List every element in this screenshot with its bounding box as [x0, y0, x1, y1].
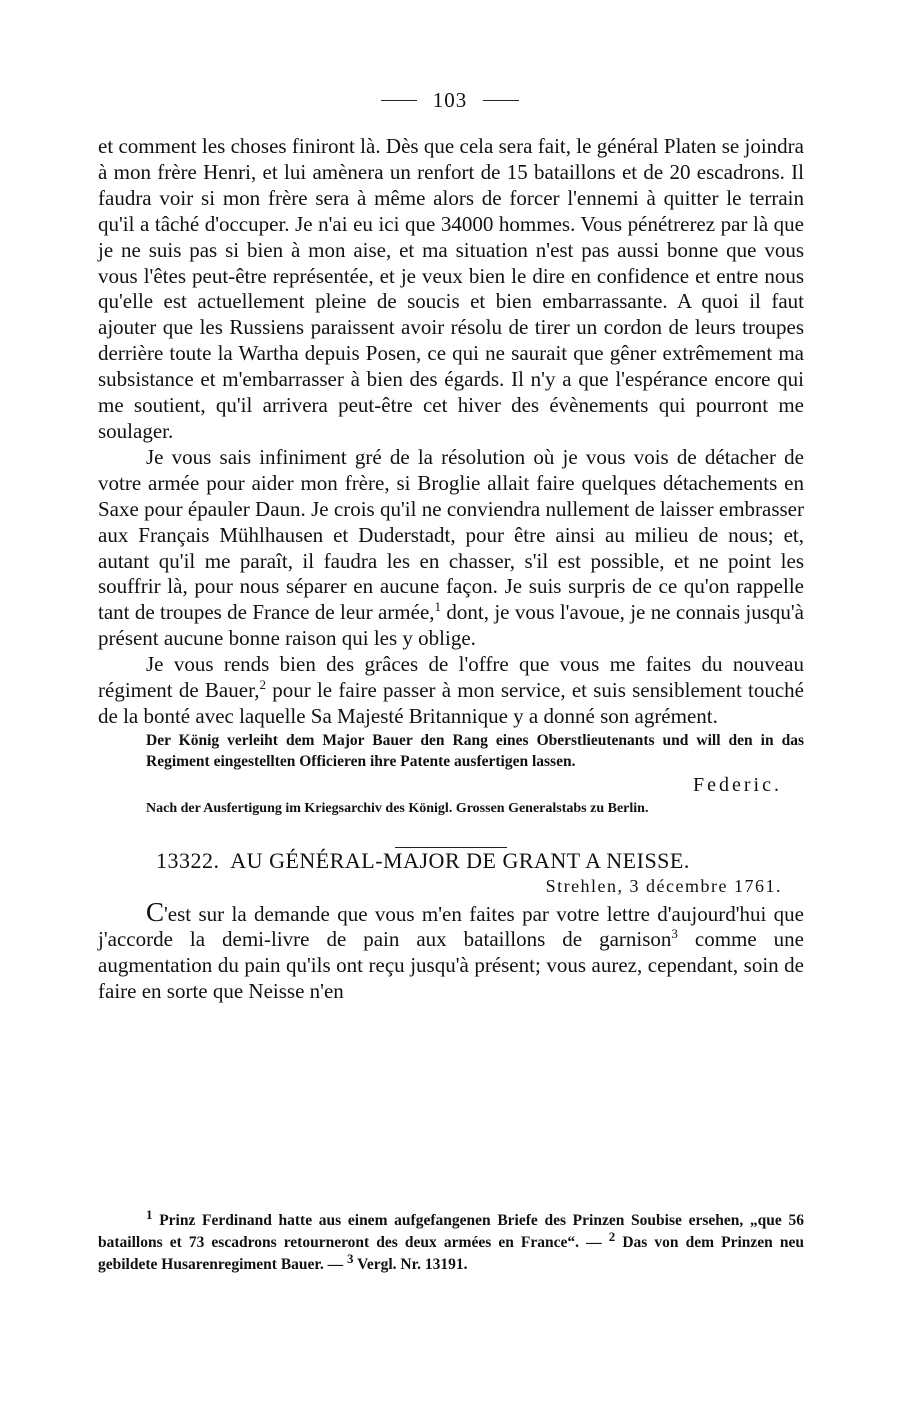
footnote-marker-3: 3: [347, 1250, 354, 1266]
main-text: [98, 134, 804, 1005]
paragraph-text: pour le faire passer à mon service, et suis sensiblement touché de la bonté avec laquelle Sa Majesté Britannique y a donné son agrément.: [98, 678, 804, 728]
paragraph-bauer: [98, 652, 804, 730]
header-rule-right: [483, 100, 519, 101]
letter-text: comme une augmentation du pain qu'ils ont reçu jusqu'à présent; vous aurez, cependant, soin de faire en sorte que Neisse n'en: [98, 927, 804, 1004]
letter-body: [98, 896, 804, 1006]
page-header: [0, 88, 900, 113]
german-summary: Der König verleiht dem Major Bauer den Rang eines Oberstlieutenants und will den in das Regiment eingestellten Officieren ihre Patente ausfertigen lassen.: [146, 731, 804, 771]
header-rule-left: [381, 100, 417, 101]
letter-heading: [98, 848, 804, 874]
paragraph-text: Je vous rends bien des grâces de l'offre que vous me faites du nouveau régiment de Bauer,: [98, 652, 804, 703]
footnote-text-1: Prinz Ferdinand hatte aus einem aufgefangenen Briefe des Prinzen Soubise ersehen, „que 56 bataillons et 73 escadrons retourneront des deux armées en France“. —: [98, 1212, 804, 1251]
signature: Federic.: [693, 773, 782, 796]
footnote-marker-2: 2: [608, 1228, 616, 1244]
paragraph-broglie: [98, 445, 804, 652]
paragraph-text: Je vous sais infiniment gré de la résolution où je vous vois de détacher de votre armée pour aider mon frère, si Broglie allait faire quelques détachements en Saxe pour épauler Daun. Je crois qu'il ne conviendra nullement de laisser embrasser aux Français Mühlhausen et Duderstadt, pour être ainsi au milieu de nous; et, autant qu'il me paraît, il faudra les en chasser, s'il est possible, et ne point les souffrir là, pour nous séparer en aucune façon. Je suis surpris de ce qu'on rappelle tant de troupes de France de leur armée,: [98, 444, 804, 625]
footnotes: [98, 1206, 804, 1275]
page-number: 103: [432, 88, 468, 112]
letter-text: 'est sur la demande que vous m'en faites par votre lettre d'aujourd'hui que j'accorde la demi-livre de pain aux bataillons de garnison: [98, 901, 804, 952]
source-note: Nach der Ausfertigung im Kriegsarchiv des Königl. Grossen Generalstabs zu Berlin.: [146, 800, 649, 816]
footnote-block: [98, 1206, 804, 1275]
footnote-marker-1: 1: [146, 1206, 153, 1222]
footnote-ref-1: 1: [434, 599, 442, 615]
letter-dateline: Strehlen, 3 décembre 1761.: [545, 875, 782, 896]
paragraph-text: dont, je vous l'avoue, je ne connais jusqu'à présent aucune bonne raison qui les y oblige.: [98, 600, 804, 651]
footnote-text-2: Das von dem Prinzen neu gebildete Husarenregiment Bauer. —: [98, 1233, 804, 1273]
letter-title: AU GÉNÉRAL-MAJOR DE GRANT A NEISSE.: [230, 847, 690, 873]
footnote-ref-2: 2: [259, 677, 266, 693]
paragraph-continuation: et comment les choses finiront là. Dès que cela sera fait, le général Platen se joindra à mon frère Henri, et lui amènera un renfort de 15 bataillons et de 20 escadrons. Il faudra voir si mon frère sera à même alors de forcer l'ennemi à quitter le terrain qu'il a tâché d'occuper. Je n'ai eu ici que 34000 hommes. Vous pénétrerez par là que je ne suis pas si bien à mon aise, et ma situation n'est pas aussi bonne que vous vous l'êtes peut-être représentée, et je veux bien le dire en confidence et entre nous qu'elle est actuellement pleine de soucis et bien embarrassante. A quoi il faut ajouter que les Russiens paraissent avoir résolu de tirer un cordon de leurs troupes derrière toute la Wartha depuis Posen, ce qui ne saurait que gêner extrêmement ma subsistance et m'embarrasser à bien des égards. Il n'y a que l'espérance encore qui me soutient, qu'il arrivera peut-être cet hiver des évènements qui pourront me soulager.: [98, 134, 804, 443]
initial-letter: C: [146, 896, 165, 927]
letter-number: 13322.: [156, 847, 220, 873]
footnote-ref-3: 3: [671, 926, 678, 942]
footnote-text-3: Vergl. Nr. 13191.: [353, 1255, 468, 1273]
